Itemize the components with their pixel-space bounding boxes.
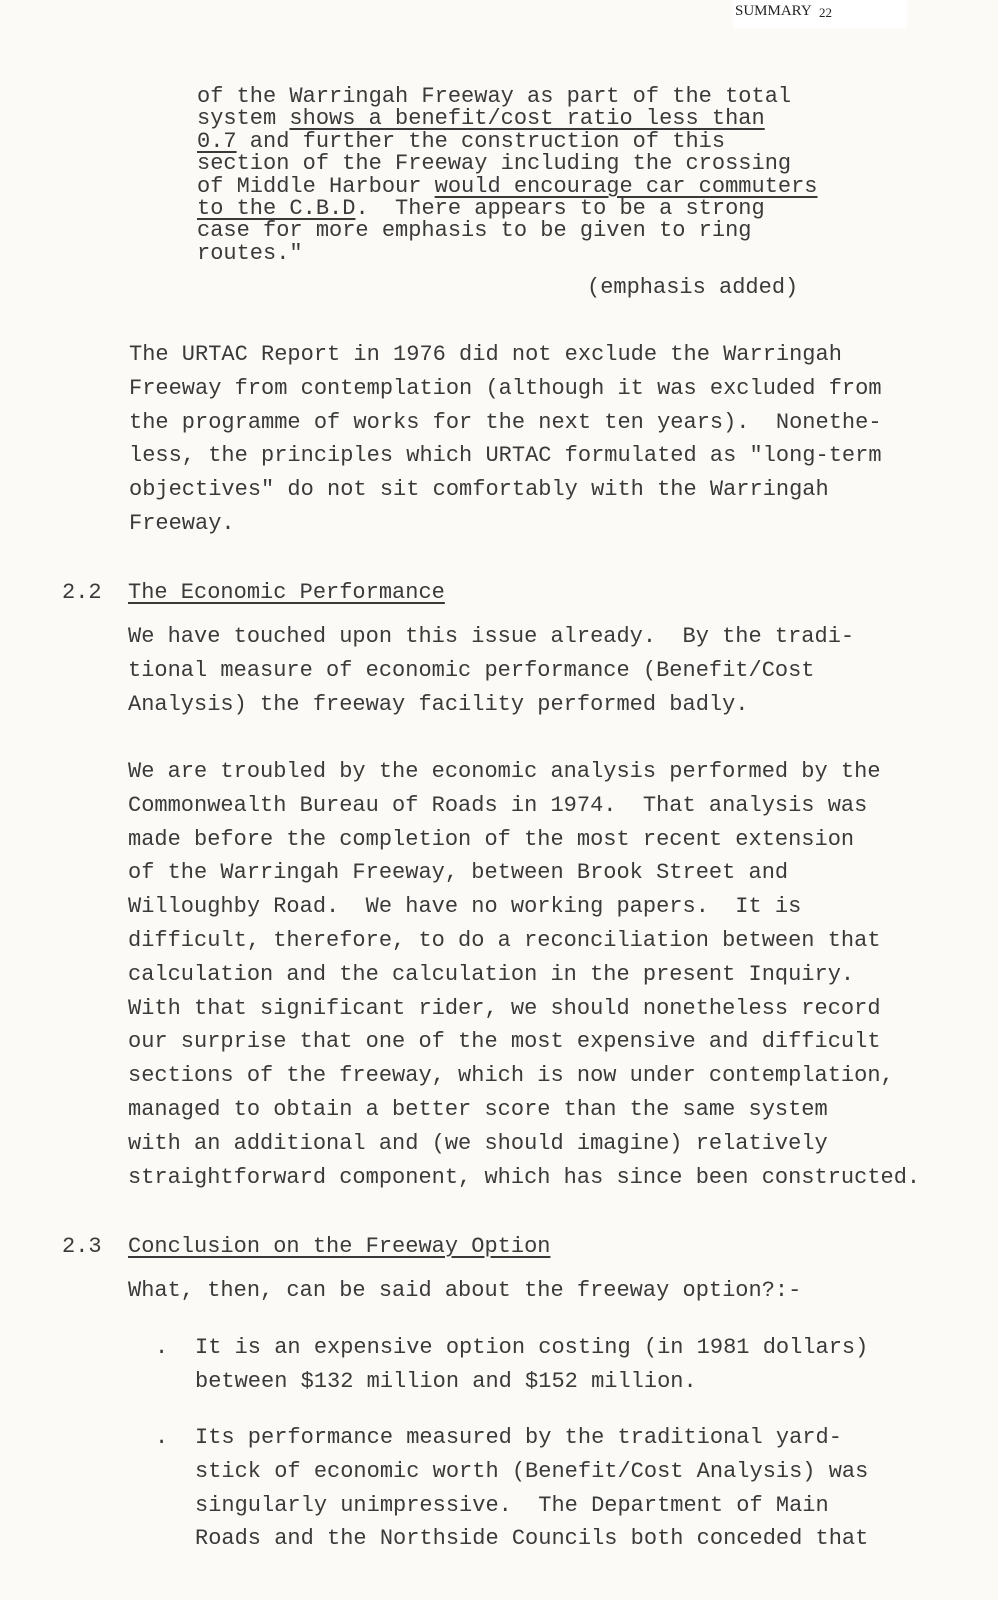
text-line <box>128 1127 920 1161</box>
text-line <box>128 1274 801 1308</box>
text-segment: Freeway. <box>129 510 235 536</box>
text-segment: case for more emphasis to be given to ring <box>197 218 752 244</box>
paragraph-urtac <box>129 338 882 541</box>
text-line <box>128 654 854 688</box>
quoted-passage <box>197 86 818 265</box>
text-line <box>129 372 882 406</box>
text-line <box>129 507 882 541</box>
bullet-marker: . <box>155 1335 169 1360</box>
text-segment: and further the construction of this <box>236 128 726 154</box>
text-line <box>128 620 854 654</box>
text-segment: Roads and the Northside Councils both conceded that <box>195 1526 869 1552</box>
text-line <box>129 406 882 440</box>
text-line <box>128 890 920 924</box>
text-segment: What, then, can be said about the freeway option?:- <box>128 1278 802 1303</box>
text-line <box>195 1365 868 1399</box>
text-segment: With that significant rider, we should nonetheless record <box>128 995 881 1021</box>
text-segment: calculation and the calculation in the present Inquiry. <box>128 961 855 987</box>
text-segment: tional measure of economic performance (Benefit/Cost <box>128 657 815 683</box>
text-segment: less, the principles which URTAC formulated as "long-term <box>129 443 882 469</box>
text-line <box>129 439 882 473</box>
bullet-cost <box>195 1331 868 1399</box>
text-line <box>197 220 818 242</box>
text-segment: Analysis) the freeway facility performed badly. <box>128 691 749 717</box>
text-line <box>197 173 818 199</box>
text-line <box>128 789 920 823</box>
text-segment: with an additional and (we should imagine) relatively <box>128 1130 828 1156</box>
header-label: SUMMARY <box>735 3 812 19</box>
paragraph-bureau-of-roads <box>128 755 920 1194</box>
text-segment: stick of economic worth (Benefit/Cost Analysis) was <box>195 1458 869 1484</box>
text-line <box>128 688 854 722</box>
text-line <box>197 198 818 220</box>
text-line <box>128 1025 920 1059</box>
text-segment: of the Warringah Freeway as part of the total <box>197 84 792 109</box>
text-line <box>128 958 920 992</box>
text-segment: Its performance measured by the traditional yard- <box>195 1425 842 1450</box>
text-line <box>128 1161 920 1195</box>
section-number-2-2: 2.2 <box>62 580 102 605</box>
text-line <box>128 1093 920 1127</box>
paragraph-economic-intro <box>128 620 854 721</box>
text-segment: singularly unimpressive. The Department of Main <box>195 1492 829 1518</box>
text-segment: The URTAC Report in 1976 did not exclude the Warringah <box>129 342 842 367</box>
text-segment: of Middle Harbour <box>197 173 435 199</box>
text-line <box>128 1059 920 1093</box>
text-line <box>197 86 818 108</box>
text-line <box>195 1489 868 1523</box>
text-segment: section of the Freeway including the crossing <box>197 151 792 177</box>
text-segment: Freeway from contemplation (although it was excluded from <box>129 375 882 401</box>
section-heading-economic-performance: The Economic Performance <box>128 580 445 605</box>
underlined-text: 0.7 <box>197 128 237 154</box>
text-segment: routes." <box>197 240 303 266</box>
text-segment: We are troubled by the economic analysis performed by the <box>128 759 881 784</box>
text-segment: It is an expensive option costing (in 1981 dollars) <box>195 1335 869 1360</box>
text-segment: Willoughby Road. We have no working papers. It is <box>128 894 802 920</box>
text-segment: difficult, therefore, to do a reconciliation between that <box>128 927 881 953</box>
text-line <box>128 992 920 1026</box>
text-line <box>128 856 920 890</box>
text-segment: of the Warringah Freeway, between Brook Street and <box>128 860 789 886</box>
text-line <box>195 1455 868 1489</box>
text-segment: the programme of works for the next ten years). Nonethe- <box>129 409 882 435</box>
text-line <box>128 823 920 857</box>
text-segment: managed to obtain a better score than the same system <box>128 1096 828 1122</box>
text-line <box>197 153 818 175</box>
text-line <box>197 128 818 154</box>
underlined-text: would encourage car commuters <box>434 173 818 199</box>
bullet-performance <box>195 1421 868 1556</box>
paragraph-question <box>128 1274 801 1308</box>
text-line <box>128 924 920 958</box>
text-line <box>128 755 920 789</box>
text-segment: Commonwealth Bureau of Roads in 1974. That analysis was <box>128 792 868 818</box>
section-heading-conclusion: Conclusion on the Freeway Option <box>128 1234 551 1259</box>
text-line <box>197 240 818 266</box>
text-segment: system <box>197 106 290 132</box>
page-header <box>733 0 907 28</box>
text-segment: objectives" do not sit comfortably with the Warringah <box>129 477 829 503</box>
text-segment: our surprise that one of the most expensive and difficult <box>128 1029 881 1055</box>
page-number: 22 <box>819 5 832 20</box>
text-line <box>129 338 882 372</box>
underlined-text: to the C.B.D <box>197 196 356 222</box>
text-segment: made before the completion of the most recent extension <box>128 826 855 852</box>
text-line <box>129 473 882 507</box>
bullet-marker: . <box>155 1425 169 1450</box>
text-segment: We have touched upon this issue already. By the tradi- <box>128 624 855 649</box>
section-number-2-3: 2.3 <box>62 1234 102 1259</box>
text-line <box>197 108 818 130</box>
text-segment: sections of the freeway, which is now under contemplation, <box>128 1063 894 1089</box>
text-line <box>195 1421 868 1455</box>
text-segment: . There appears to be a strong <box>355 196 765 222</box>
text-line <box>195 1331 868 1365</box>
text-segment: between $132 million and $152 million. <box>195 1368 697 1394</box>
quote-attribution: (emphasis added) <box>587 275 799 300</box>
text-line <box>195 1522 868 1556</box>
text-segment: straightforward component, which has since been constructed. <box>128 1164 921 1190</box>
underlined-text: shows a benefit/cost ratio less than <box>289 106 765 132</box>
